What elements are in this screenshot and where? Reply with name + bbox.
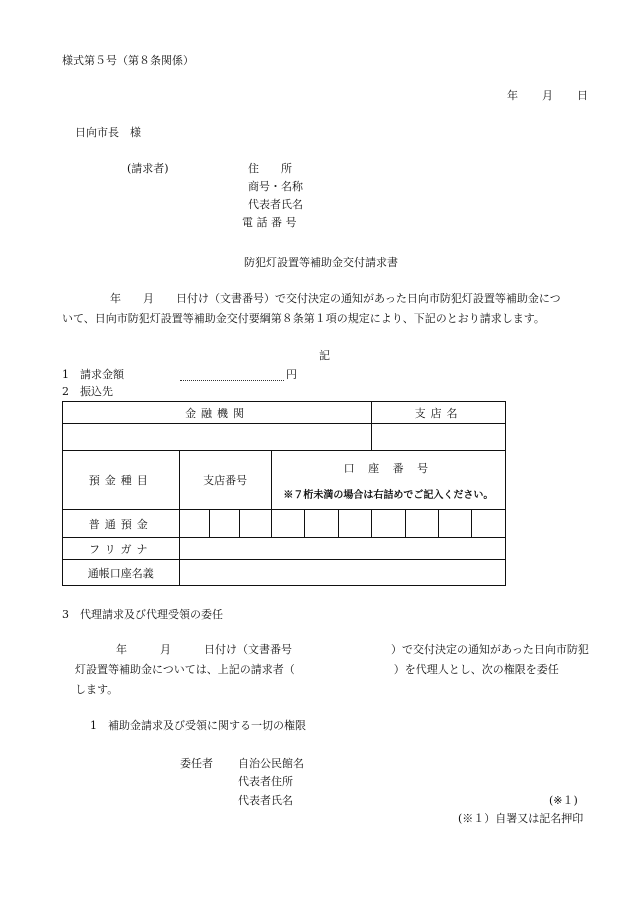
bank-name-field[interactable]	[63, 424, 372, 451]
branch-digit-cell[interactable]	[209, 510, 239, 538]
section3-heading: 3 代理請求及び代理受領の委任	[62, 608, 223, 621]
delegator-name-label: 自治公民館名	[238, 757, 304, 770]
delegator-rep-label: 代表者氏名	[238, 794, 293, 807]
yen-unit: 円	[286, 368, 297, 381]
branch-name-field[interactable]	[372, 424, 506, 451]
account-digit-cell[interactable]	[405, 510, 438, 538]
branch-digit-cell[interactable]	[240, 510, 271, 538]
account-holder-label: 通帳口座名義	[63, 560, 180, 586]
authority-item: 1 補助金請求及び受領に関する一切の権限	[90, 719, 306, 732]
account-digit-cell[interactable]	[271, 510, 304, 538]
account-number-label: 口 座 番 号	[343, 461, 434, 475]
branch-header: 支店名	[372, 402, 506, 424]
delegator-label: 委任者	[180, 757, 213, 770]
ordinary-deposit-label: 普通預金	[63, 510, 180, 538]
requester-phone-label: 電 話 番 号	[242, 216, 297, 229]
account-digit-cell[interactable]	[338, 510, 371, 538]
section3-body-line-1: 年 月 日付け（文書番号 ）で交付決定の通知があった日向市防犯	[116, 643, 589, 656]
form-number: 様式第５号（第８条関係）	[62, 54, 194, 67]
requester-label: (請求者)	[127, 162, 169, 175]
section3-body-line-2: 灯設置等補助金については、上記の請求者（ ）を代理人とし、次の権限を委任	[75, 663, 559, 676]
date-year: 年	[507, 89, 518, 102]
account-number-note: ※７桁未満の場合は右詰めでご記入ください。	[283, 489, 494, 501]
branch-digit-cell[interactable]	[179, 510, 209, 538]
addressee: 日向市長 様	[75, 126, 141, 139]
account-digit-cell[interactable]	[305, 510, 338, 538]
date-day: 日	[577, 89, 588, 102]
bank-account-table	[62, 401, 506, 586]
signature-mark: (※１)	[549, 794, 578, 807]
requester-address-label: 住 所	[248, 162, 292, 175]
note-heading: 記	[319, 349, 330, 362]
date-month: 月	[542, 89, 553, 102]
item1-label: 1 請求金額	[62, 368, 124, 381]
furigana-label: フリガナ	[63, 538, 180, 560]
deposit-type-header: 預金種目	[63, 451, 180, 510]
account-digit-cell[interactable]	[439, 510, 472, 538]
requester-business-label: 商号・名称	[248, 180, 303, 193]
branch-number-header: 支店番号	[179, 451, 271, 510]
delegator-address-label: 代表者住所	[238, 775, 293, 788]
signature-footnote: (※１）自署又は記名押印	[458, 812, 584, 825]
account-number-header	[271, 451, 505, 510]
amount-field[interactable]	[180, 369, 284, 381]
account-digit-cell[interactable]	[472, 510, 506, 538]
furigana-field[interactable]	[179, 538, 505, 560]
account-holder-field[interactable]	[179, 560, 505, 586]
account-digit-cell[interactable]	[372, 510, 405, 538]
document-title: 防犯灯設置等補助金交付請求書	[244, 256, 398, 269]
intro-line-1: 年 月 日付け（文書番号）で交付決定の通知があった日向市防犯灯設置等補助金につ	[110, 292, 561, 305]
bank-header: 金融機関	[63, 402, 372, 424]
item2-label: 2 振込先	[62, 385, 113, 398]
section3-body-line-3: します。	[75, 683, 119, 696]
intro-line-2: いて、日向市防犯灯設置等補助金交付要綱第８条第１項の規定により、下記のとおり請求します。	[62, 312, 545, 325]
requester-representative-label: 代表者氏名	[248, 198, 303, 211]
